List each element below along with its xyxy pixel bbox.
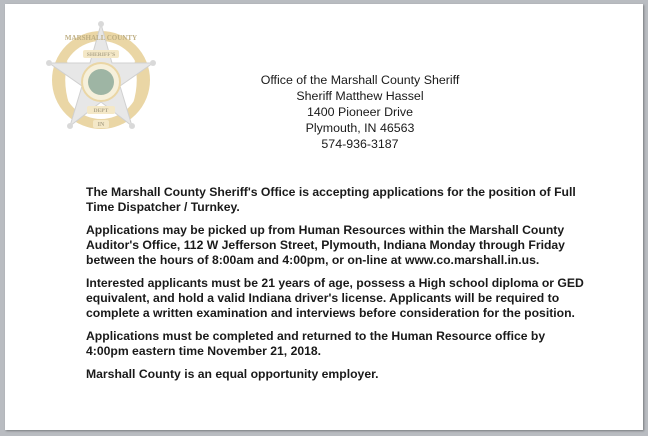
svg-text:SHERIFF'S: SHERIFF'S: [86, 52, 116, 58]
sheriff-badge-logo: [39, 16, 163, 140]
pickup-instructions: Applications may be picked up from Human Resources within the Marshall County Auditor's Office, 112 W Jefferson Street, Plymouth, Indiana Monday through Friday between the hours of 8:00am and 4:00pm, or on-line at www.co.marshall.in.us.: [86, 222, 565, 268]
svg-text:DEPT: DEPT: [93, 108, 109, 114]
position-announcement: The Marshall County Sheriff's Office is accepting applications for the position of Full Time Dispatcher / Turnkey.: [86, 185, 576, 215]
office-address-block: [235, 72, 485, 152]
svg-text:IN: IN: [97, 122, 105, 128]
office-name: Office of the Marshall County Sheriff: [260, 73, 460, 87]
svg-text:MARSHALL COUNTY: MARSHALL COUNTY: [64, 34, 138, 42]
job-posting-body: [86, 185, 586, 390]
equal-opportunity-statement: Marshall County is an equal opportunity employer.: [86, 367, 379, 382]
document-page: [5, 4, 643, 430]
city-state-zip: Plymouth, IN 46563: [305, 121, 415, 135]
deadline: Applications must be completed and returned to the Human Resource office by 4:00pm eastern time November 21, 2018.: [86, 329, 546, 359]
phone-number: 574-936-3187: [321, 137, 399, 151]
sheriff-name: Sheriff Matthew Hassel: [296, 89, 424, 103]
requirements: Interested applicants must be 21 years of age, possess a High school diploma or GED equivalent, and hold a valid Indiana driver's license. Applicants will be required to complete a written examination and interviews before consideration for the position.: [86, 276, 584, 321]
street-address: 1400 Pioneer Drive: [306, 105, 414, 119]
